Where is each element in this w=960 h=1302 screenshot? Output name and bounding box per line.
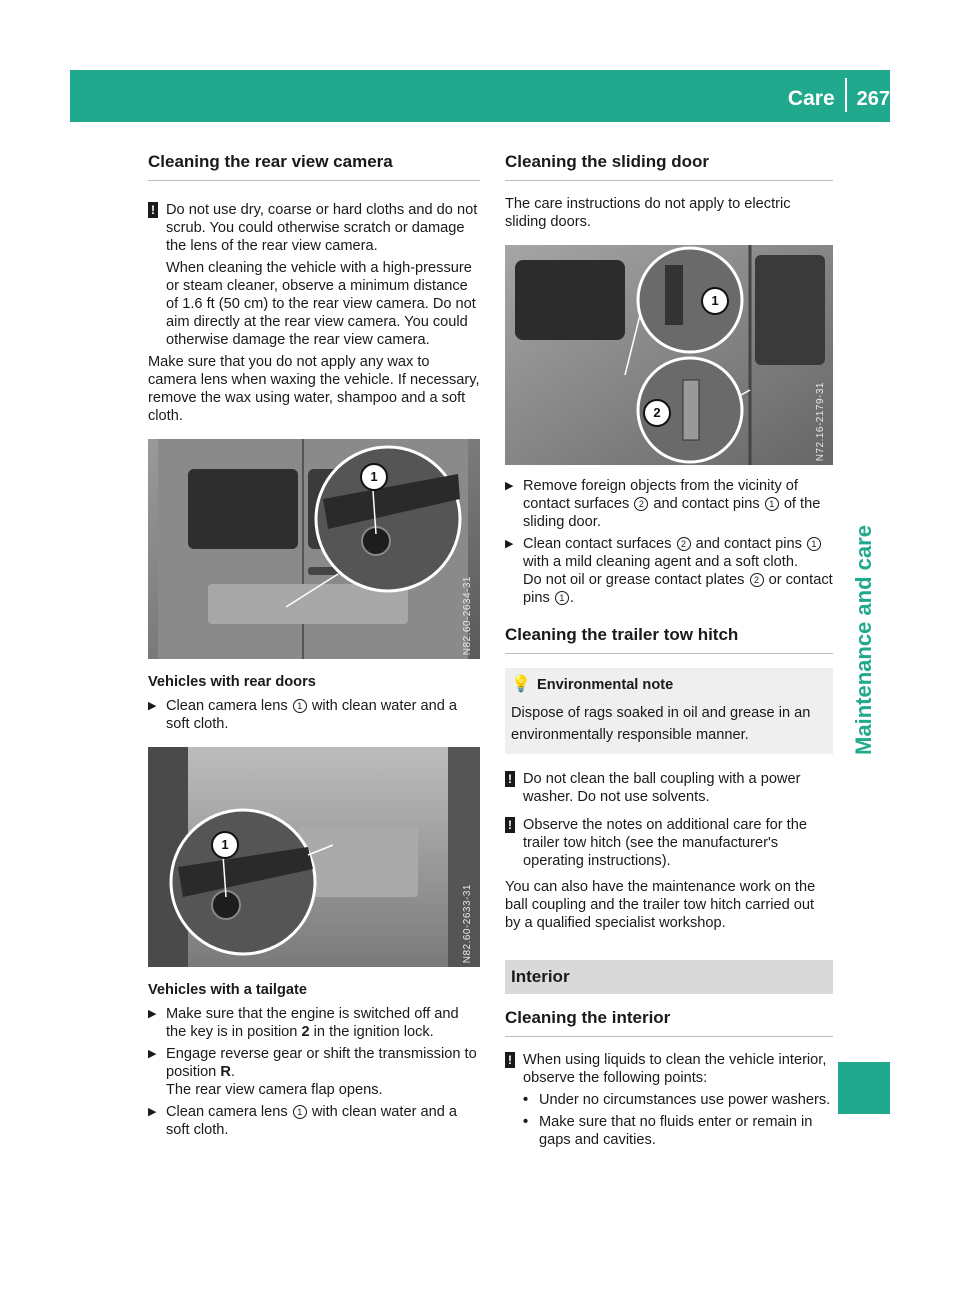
rear-doors-subheading: Vehicles with rear doors (148, 674, 316, 690)
list-item-text: Make sure that no fluids enter or remain in gaps and cavities. (539, 1114, 813, 1148)
callout-ref: 1 (293, 699, 307, 713)
warning-block (505, 1051, 833, 1087)
warning-icon: ! (505, 771, 515, 787)
callout-ref: 1 (555, 591, 569, 605)
step-item (148, 697, 480, 733)
step-text: Clean camera lens (166, 1104, 288, 1120)
step-arrow-icon: ▶ (505, 480, 514, 492)
step-text: or contact pins (523, 572, 833, 606)
wax-paragraph: Make sure that you do not apply any wax to camera lens when waxing the vehicle. If necessary, remove the wax using water, shampoo and a soft cloth. (148, 354, 480, 424)
callout-ref: 1 (765, 497, 779, 511)
lightbulb-icon: 💡 (511, 676, 531, 693)
env-title-text: Environmental note (537, 677, 674, 693)
environmental-note (505, 668, 833, 754)
step-text: Make sure that the engine is switched off and the key is in position (166, 1006, 459, 1040)
key-position: 2 (301, 1024, 310, 1040)
step-arrow-icon: ▶ (148, 700, 157, 712)
callout-ref: 2 (750, 573, 764, 587)
gear-position: R (220, 1064, 231, 1080)
warning-text: When using liquids to clean the vehicle interior, observe the following points: (523, 1052, 827, 1086)
callout-ref: 2 (677, 537, 691, 551)
step-text: Engage reverse gear or shift the transmission to position (166, 1046, 477, 1080)
step-text: Do not oil or grease contact plates (523, 572, 745, 588)
tailgate-illustration (148, 747, 480, 967)
tailgate-figure (148, 747, 480, 967)
warning-block (505, 816, 833, 870)
warning-text: Observe the notes on additional care for the trailer tow hitch (see the manufacturer's operating instructions). (523, 817, 807, 869)
step-text: with clean water and a soft cloth. (166, 1104, 458, 1138)
section-title: Care (787, 87, 835, 110)
sliding-door-intro: The care instructions do not apply to electric sliding doors. (505, 196, 791, 230)
side-tab (838, 470, 890, 810)
callout-1: 1 (701, 287, 729, 315)
rear-doors-illustration (148, 439, 480, 659)
warning-text-cont: When cleaning the vehicle with a high-pressure or steam cleaner, observe a minimum distance of 1.6 ft (50 cm) to the rear view camera. Do not aim directly at the rear view camera. You could otherwise damage the rear view camera. (166, 260, 476, 348)
env-title (511, 676, 825, 694)
left-column (148, 150, 480, 1143)
figure-code: N72.16-2179-31 (815, 381, 826, 461)
step-item (505, 477, 833, 531)
callout-2: 2 (643, 399, 671, 427)
warning-text: Do not use dry, coarse or hard cloths and do not scrub. You could otherwise scratch or damage the lens of the rear view camera. (166, 202, 478, 254)
step-arrow-icon: ▶ (148, 1048, 157, 1060)
workshop-paragraph: You can also have the maintenance work on the ball coupling and the trailer tow hitch carried out by a qualified specialist workshop. (505, 879, 816, 931)
callout-1: 1 (211, 831, 239, 859)
callout-ref: 2 (634, 497, 648, 511)
sliding-door-figure (505, 245, 833, 465)
step-text: with clean water and a soft cloth. (166, 698, 458, 732)
warning-block (505, 770, 833, 806)
interior-heading: Cleaning the interior (505, 1006, 833, 1037)
side-tab-marker (838, 1062, 890, 1114)
figure-code: N82.60-2634-31 (462, 575, 473, 655)
callout-ref: 1 (293, 1105, 307, 1119)
right-column (505, 150, 833, 1153)
step-text: Clean contact surfaces (523, 536, 672, 552)
step-text: and contact pins (653, 496, 760, 512)
warning-icon: ! (148, 202, 158, 218)
step-note (523, 571, 833, 607)
step-item (148, 1045, 480, 1099)
step-arrow-icon: ▶ (148, 1008, 157, 1020)
sliding-door-heading: Cleaning the sliding door (505, 150, 833, 181)
step-text: Remove foreign objects from the vicinity of contact surfaces (523, 478, 798, 512)
step-text: . (230, 1064, 235, 1080)
step-item (505, 535, 833, 607)
page-header (788, 86, 890, 112)
warning-icon: ! (505, 1052, 515, 1068)
interior-band: Interior (505, 960, 833, 994)
warning-text: Do not clean the ball coupling with a power washer. Do not use solvents. (523, 771, 801, 805)
step-text: with a mild cleaning agent and a soft cloth. (523, 554, 799, 570)
step-text: Clean camera lens (166, 698, 288, 714)
list-item (505, 1091, 833, 1109)
step-text: and contact pins (695, 536, 802, 552)
warning-icon: ! (505, 817, 515, 833)
bullet-icon: • (523, 1092, 529, 1108)
step-item (148, 1103, 480, 1139)
step-arrow-icon: ▶ (505, 538, 514, 550)
figure-code: N82.60-2633-31 (462, 883, 473, 963)
step-text: . (569, 590, 574, 606)
side-tab-label: Maintenance and care (851, 525, 876, 755)
rear-camera-heading: Cleaning the rear view camera (148, 150, 480, 181)
step-item (148, 1005, 480, 1041)
callout-ref: 1 (807, 537, 821, 551)
step-text: in the ignition lock. (313, 1024, 434, 1040)
sliding-door-illustration (505, 245, 833, 465)
callout-1: 1 (360, 463, 388, 491)
step-text: of the sliding door. (523, 496, 821, 530)
list-item-text: Under no circumstances use power washers. (539, 1092, 831, 1108)
env-text: Dispose of rags soaked in oil and grease in an environmentally responsible manner. (511, 705, 811, 743)
page-number: 267 (856, 87, 890, 110)
rear-doors-figure (148, 439, 480, 659)
step-arrow-icon: ▶ (148, 1106, 157, 1118)
header-bar (70, 70, 890, 122)
step-result: The rear view camera flap opens. (166, 1082, 383, 1098)
warning-block (148, 201, 480, 349)
list-item (505, 1113, 833, 1149)
bullet-icon: • (523, 1114, 529, 1130)
tow-hitch-heading: Cleaning the trailer tow hitch (505, 623, 833, 654)
tailgate-subheading: Vehicles with a tailgate (148, 982, 307, 998)
